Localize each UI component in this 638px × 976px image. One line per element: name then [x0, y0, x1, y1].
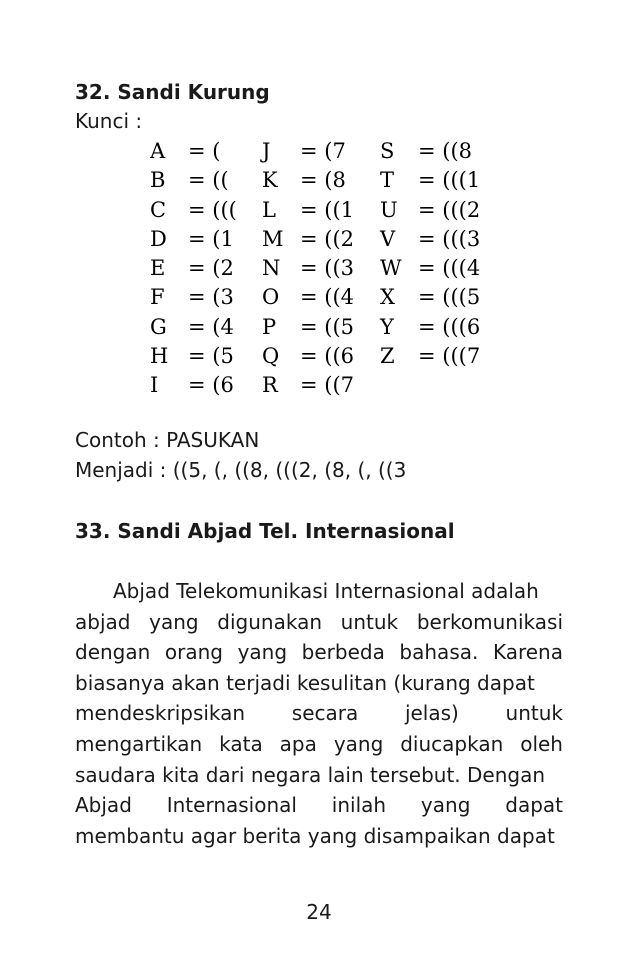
key-letter: E [150, 256, 166, 281]
key-letter: T [380, 168, 395, 193]
key-letter: P [262, 314, 277, 339]
key-code: = (((6 [418, 314, 481, 339]
section-32-title: 32. Sandi Kurung [75, 80, 270, 104]
key-letter: D [150, 226, 167, 251]
key-code: = (( [188, 168, 229, 193]
key-letter: C [150, 197, 167, 222]
key-code: = (7 [300, 139, 346, 163]
paragraph-line: saudara kita dari negara lain tersebut. Dengan [75, 762, 546, 787]
key-letter: Z [380, 344, 395, 369]
key-code: = ((2 [300, 226, 355, 251]
key-code: = ((8 [418, 139, 473, 163]
key-code: = (1 [188, 226, 234, 251]
key-letter: K [262, 168, 278, 193]
key-letter: A [150, 139, 166, 163]
key-letter: W [380, 256, 402, 281]
key-code: = ((1 [300, 197, 355, 222]
key-code: = (((7 [418, 344, 481, 369]
result-line: Menjadi : ((5, (, ((8, (((2, (8, (, ((3 [75, 458, 407, 482]
key-letter: V [380, 226, 396, 251]
key-code: = ((( [188, 197, 237, 222]
key-letter: M [262, 226, 284, 251]
key-label: Kunci : [75, 109, 143, 133]
key-code: = (((3 [418, 226, 481, 251]
section-33-title: 33. Sandi Abjad Tel. Internasional [75, 519, 455, 543]
key-code: = ((5 [300, 314, 355, 339]
key-code: = (((5 [418, 285, 481, 310]
key-letter: I [150, 373, 159, 398]
key-code: = (4 [188, 314, 234, 339]
key-letter: H [150, 344, 169, 369]
key-code: = ((3 [300, 256, 355, 281]
key-letter: R [262, 373, 278, 398]
key-code: = ((4 [300, 285, 355, 310]
page-number: 24 [306, 900, 332, 924]
key-code: = (((1 [418, 168, 481, 193]
key-letter: O [262, 285, 280, 310]
key-code: = (((4 [418, 256, 481, 281]
key-letter: U [380, 197, 398, 222]
key-letter: Y [380, 314, 394, 339]
paragraph-line: Abjad Telekomunikasi Internasional adalah [113, 579, 539, 603]
key-letter: Q [262, 344, 280, 369]
paragraph-line: biasanya akan terjadi kesulitan (kurang dapat [75, 670, 535, 695]
paragraph-line: Abjad Internasional inilah yang dapat [75, 793, 563, 818]
key-letter: N [262, 256, 281, 281]
paragraph-line: mengartikan kata apa yang diucapkan oleh [75, 731, 563, 756]
key-code: = (2 [188, 256, 234, 281]
paragraph-line: abjad yang digunakan untuk berkomunikasi [75, 609, 563, 634]
key-letter: L [262, 197, 276, 222]
key-letter: G [150, 314, 167, 339]
paragraph-line: mendeskripsikan secara jelas) untuk [75, 701, 563, 726]
key-letter: J [262, 139, 271, 163]
key-code: = (8 [300, 168, 346, 193]
key-letter: S [380, 139, 395, 163]
paragraph-line: dengan orang yang berbeda bahasa. Karena [75, 640, 563, 665]
example-line: Contoh : PASUKAN [75, 428, 260, 452]
key-letter: F [150, 285, 165, 310]
key-code: = (((2 [418, 197, 481, 222]
key-letter: X [380, 285, 395, 310]
key-code: = (3 [188, 285, 234, 310]
key-letter: B [150, 168, 166, 193]
key-code: = (6 [188, 373, 234, 398]
section-33-paragraph [75, 576, 563, 851]
key-code: = ((7 [300, 373, 355, 398]
key-code: = ((6 [300, 344, 355, 369]
key-code: = (5 [188, 344, 234, 369]
paragraph-line: membantu agar berita yang disampaikan dapat [75, 823, 555, 848]
key-code: = ( [188, 139, 221, 163]
